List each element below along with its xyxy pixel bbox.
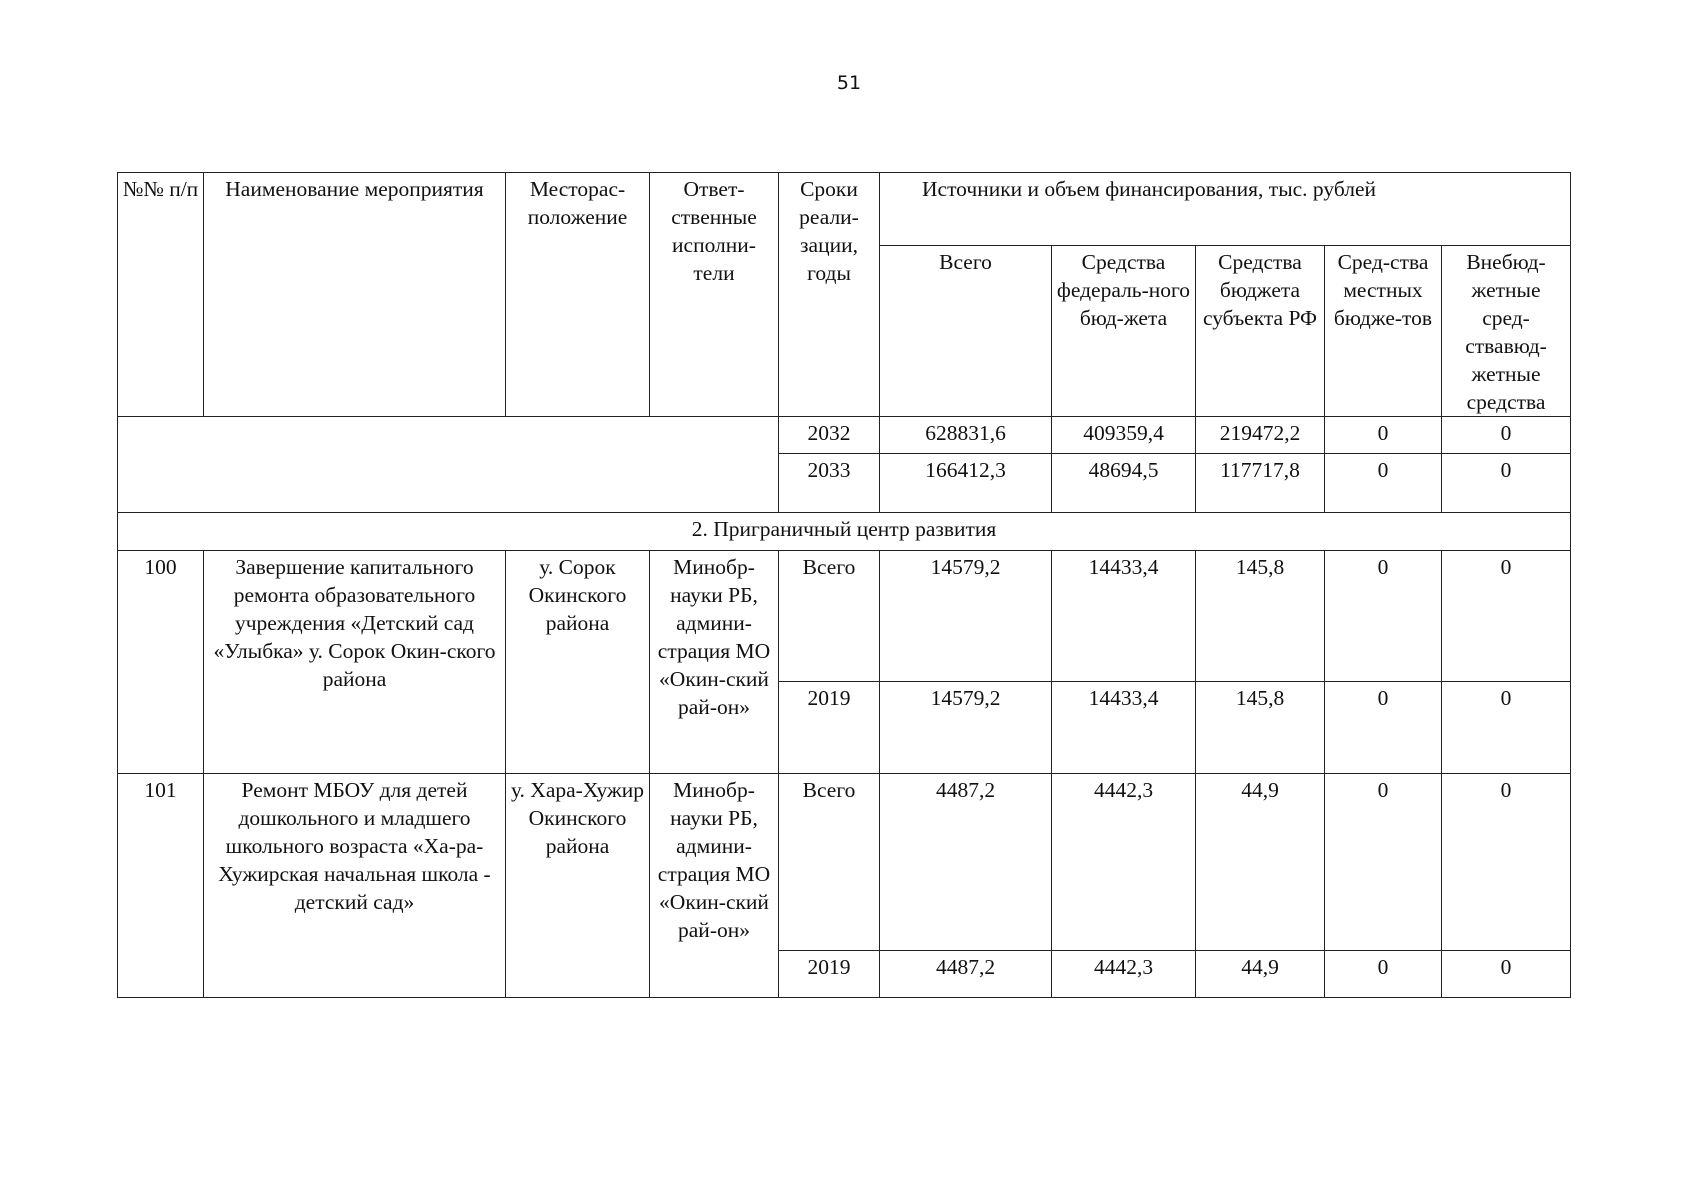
cell-offbudget: 0 — [1442, 774, 1571, 951]
cell-total: 166412,3 — [880, 454, 1052, 513]
cell-regional: 44,9 — [1196, 951, 1325, 998]
cell-total: 4487,2 — [880, 951, 1052, 998]
item-location: у. Хара-Хужир Окинского района — [506, 774, 650, 998]
item-responsible: Минобр-науки РБ, админи-страция МО «Окин-ский рай-он» — [650, 551, 779, 774]
section-title: 2. Приграничный центр развития — [118, 513, 1571, 551]
cell-federal: 48694,5 — [1052, 454, 1196, 513]
item-location: у. Сорок Окинского района — [506, 551, 650, 774]
cell-local: 0 — [1325, 551, 1442, 682]
table-row — [118, 774, 1571, 951]
cell-regional: 117717,8 — [1196, 454, 1325, 513]
cell-offbudget: 0 — [1442, 682, 1571, 774]
table-header-row — [118, 173, 1571, 246]
cell-offbudget: 0 — [1442, 551, 1571, 682]
item-num: 100 — [118, 551, 204, 774]
cell-local: 0 — [1325, 951, 1442, 998]
item-name: Ремонт МБОУ для детей дошкольного и младшего школьного возраста «Ха-ра-Хужирская начальная школа - детский сад» — [204, 774, 506, 998]
header-period: Сроки реали-зации, годы — [779, 173, 880, 417]
table-row — [118, 417, 1571, 454]
cell-total: 4487,2 — [880, 774, 1052, 951]
cell-offbudget: 0 — [1442, 417, 1571, 454]
cell-local: 0 — [1325, 682, 1442, 774]
header-num: №№ п/п — [118, 173, 204, 417]
cell-federal: 409359,4 — [1052, 417, 1196, 454]
table-row — [118, 551, 1571, 682]
cell-federal: 14433,4 — [1052, 551, 1196, 682]
cell-local: 0 — [1325, 454, 1442, 513]
cell-offbudget: 0 — [1442, 454, 1571, 513]
cell-period: Всего — [779, 551, 880, 682]
cell-total: 628831,6 — [880, 417, 1052, 454]
cell-period: Всего — [779, 774, 880, 951]
header-offbudget: Внебюд-жетные сред-ствавюд-жетные средства — [1442, 246, 1571, 417]
header-name: Наименование мероприятия — [204, 173, 506, 417]
cell-period: 2019 — [779, 682, 880, 774]
header-regional: Средства бюджета субъекта РФ — [1196, 246, 1325, 417]
header-federal: Средства федераль-ного бюд-жета — [1052, 246, 1196, 417]
continued-blank-cell — [118, 417, 779, 513]
cell-local: 0 — [1325, 774, 1442, 951]
cell-total: 14579,2 — [880, 682, 1052, 774]
cell-federal: 14433,4 — [1052, 682, 1196, 774]
header-sources: Источники и объем финансирования, тыс. рублей — [880, 173, 1571, 246]
cell-federal: 4442,3 — [1052, 951, 1196, 998]
item-responsible: Минобр-науки РБ, админи-страция МО «Окин-ский рай-он» — [650, 774, 779, 998]
section-row — [118, 513, 1571, 551]
financing-table — [117, 172, 1571, 998]
header-responsible: Ответ-ственные исполни-тели — [650, 173, 779, 417]
header-local: Сред-ства местных бюдже-тов — [1325, 246, 1442, 417]
cell-regional: 145,8 — [1196, 551, 1325, 682]
cell-local: 0 — [1325, 417, 1442, 454]
header-total: Всего — [880, 246, 1052, 417]
cell-total: 14579,2 — [880, 551, 1052, 682]
cell-offbudget: 0 — [1442, 951, 1571, 998]
cell-year: 2032 — [779, 417, 880, 454]
item-name: Завершение капитального ремонта образовательного учреждения «Детский сад «Улыбка» у. Сорок Окин-ского района — [204, 551, 506, 774]
item-num: 101 — [118, 774, 204, 998]
cell-regional: 145,8 — [1196, 682, 1325, 774]
cell-year: 2033 — [779, 454, 880, 513]
cell-regional: 219472,2 — [1196, 417, 1325, 454]
cell-period: 2019 — [779, 951, 880, 998]
page-number: 51 — [836, 72, 862, 94]
cell-federal: 4442,3 — [1052, 774, 1196, 951]
cell-regional: 44,9 — [1196, 774, 1325, 951]
header-location: Месторас-положение — [506, 173, 650, 417]
